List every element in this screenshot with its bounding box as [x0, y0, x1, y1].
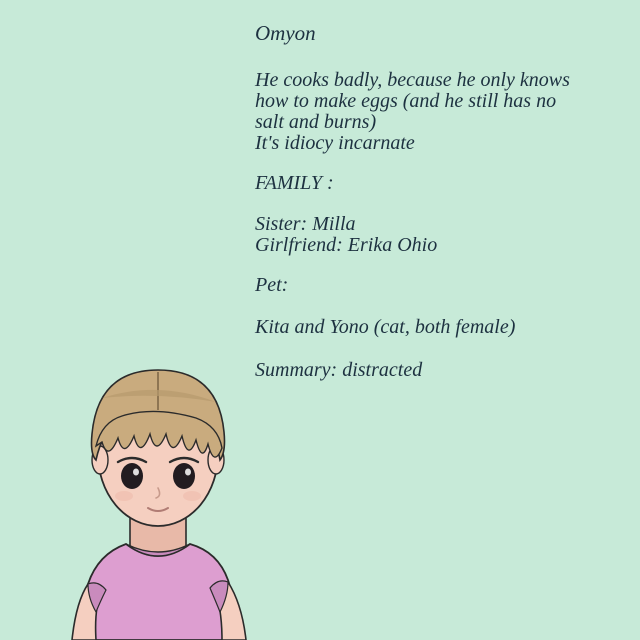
character-name: Omyon: [255, 21, 316, 45]
character-portrait: [58, 336, 258, 640]
left-eye: [121, 463, 143, 489]
family-block: [255, 214, 630, 256]
summary-text: Summary: distracted: [255, 359, 423, 382]
pet-header: Pet:: [255, 274, 289, 297]
profile-text-column: [255, 22, 630, 381]
pet-names: Kita and Yono (cat, both female): [255, 316, 516, 339]
description-line-4: It's idiocy incarnate: [255, 132, 415, 155]
cheek-blush-right: [183, 491, 201, 501]
right-eye: [173, 463, 195, 489]
cheek-blush: [115, 491, 133, 501]
right-eye-highlight: [185, 469, 191, 476]
left-eye-highlight: [133, 469, 139, 476]
family-sister: Sister: Milla: [255, 213, 356, 236]
description-block: [255, 70, 630, 154]
family-girlfriend: Girlfriend: Erika Ohio: [255, 234, 438, 257]
description-line-3: salt and burns): [255, 111, 377, 134]
description-line-2: how to make eggs (and he still has no: [255, 90, 557, 113]
family-header: FAMILY :: [255, 172, 334, 195]
description-line-1: He cooks badly, because he only knows: [255, 69, 570, 92]
